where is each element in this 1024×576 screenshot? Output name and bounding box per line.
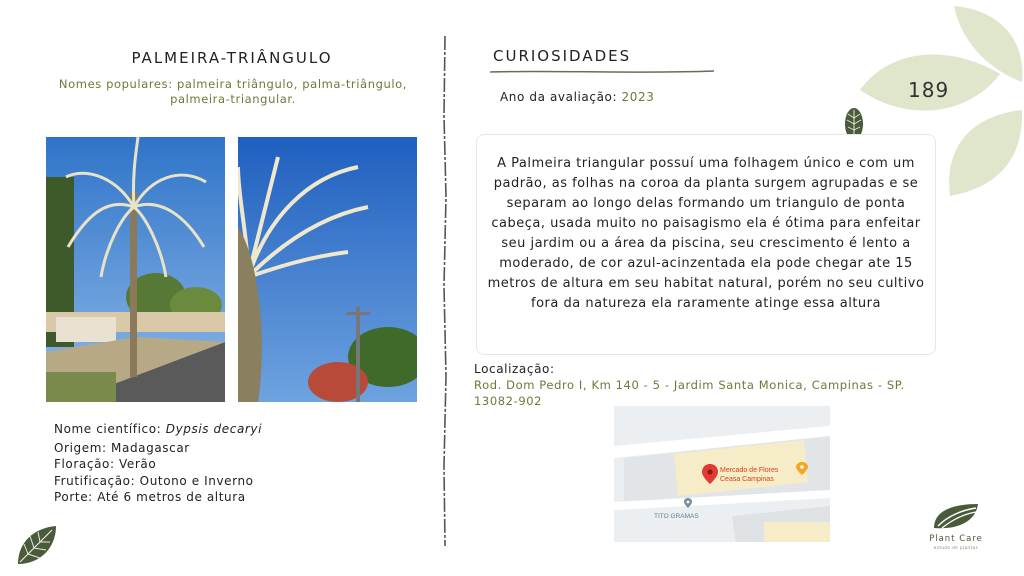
brand-name: Plant Care (929, 534, 983, 544)
plant-care-logo-icon (930, 500, 982, 534)
address-line1: Rod. Dom Pedro I, Km 140 - 5 - Jardim Santa Monica, Campinas - SP. (474, 378, 905, 392)
scientific-name (54, 421, 262, 438)
curiosity-text: A Palmeira triangular possuí uma folhagem único e com um padrão, as folhas na coroa da planta surgem agrupadas e se separam ao longo delas formando um triangulo de ponta cabeça, usada muito no paisagismo ela é ótima para enfeitar seu jardim ou a área da piscina, seu crescimento é lento a moderado, de cor azul-acinzentada ela pode chegar ate 15 metros de altura em seu habitat natural, porém no seu cultivo fora da natureza ela raramente atinge essa altura (487, 156, 925, 311)
size: Porte: Até 6 metros de altura (54, 490, 246, 504)
curiosities-title: CURIOSIDADES (493, 47, 632, 65)
location-label: Localização: (474, 362, 555, 376)
origin: Origem: Madagascar (54, 441, 190, 455)
location-map[interactable] (614, 406, 830, 542)
photo-palm-leaves (238, 137, 417, 402)
popular-names-label: Nomes populares: (58, 77, 173, 91)
map-poi-label: TITO GRAMAS (654, 513, 699, 520)
location-address (474, 378, 954, 409)
divider (440, 36, 450, 546)
scientific-label: Nome científico: (54, 422, 162, 436)
address-line2: 13082-902 (474, 393, 543, 408)
photo-full-palm (46, 137, 225, 402)
title-underline (490, 69, 716, 75)
leaf-icon (12, 522, 60, 570)
popular-names-line1: palmeira triângulo, palma-triângulo, (176, 77, 408, 91)
scientific-value: Dypsis decaryi (165, 422, 263, 436)
year-label: Ano da avaliação: (500, 90, 618, 104)
plant-title: PALMEIRA-TRIÂNGULO (131, 49, 333, 67)
fruiting: Frutificação: Outono e Inverno (54, 474, 254, 488)
popular-names (0, 77, 466, 107)
page-number: 189 (908, 78, 950, 102)
popular-names-line2: palmeira-triangular. (170, 92, 296, 106)
map-place-line2: Ceasa Campinas (720, 476, 774, 483)
evaluation-year (500, 90, 655, 104)
year-value: 2023 (621, 90, 655, 104)
flowering: Floração: Verão (54, 457, 157, 471)
map-place-line1: Mercado de Flores (720, 467, 779, 474)
brand-tagline: estudo de plantas (933, 545, 979, 550)
